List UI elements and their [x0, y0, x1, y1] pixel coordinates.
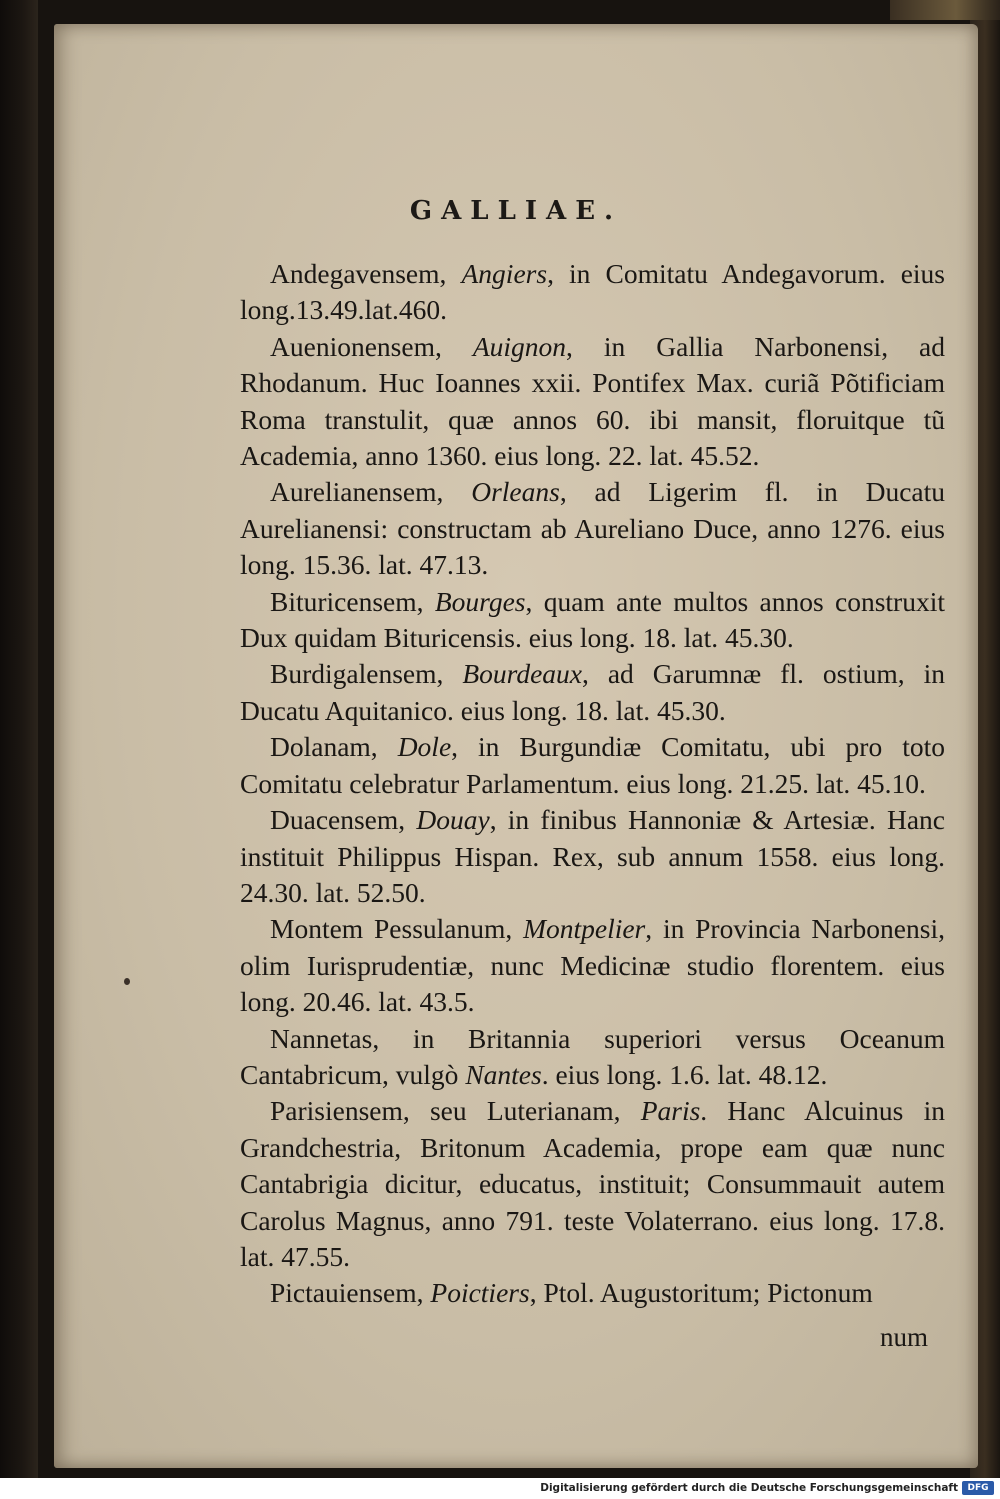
catchword: num — [880, 1322, 929, 1352]
paragraph — [240, 1021, 945, 1094]
text-run: , in Comitatu Andegavorum. eius long.13.49.lat.460. — [240, 258, 946, 326]
place-name-italic: Angiers — [461, 258, 548, 289]
paragraph — [240, 1093, 945, 1275]
text-run: Duacensem, — [270, 804, 417, 836]
place-name-italic: Orleans — [471, 476, 560, 508]
paragraph — [240, 584, 945, 657]
text-run: . eius long. 1.6. lat. 48.12. — [541, 1058, 828, 1090]
text-run: , ad Ligerim fl. in Ducatu Aurelianensi: constructam ab Aureliano Duce, anno 1276. eius long. 15.36. lat. 47.13. — [240, 476, 946, 581]
text-run: Aurelianensem, — [270, 476, 472, 508]
text-run: , ad Garumnæ fl. ostium, in Ducatu Aquitanico. eius long. 18. lat. 45.30. — [240, 658, 945, 726]
paragraph — [240, 729, 945, 802]
place-name-italic: Auignon — [472, 330, 567, 362]
text-run: , in Burgundiæ Comitatu, ubi pro toto Comitatu celebratur Parlamentum. eius long. 21.25. lat. 45.10. — [240, 731, 945, 799]
footer-credit: Digitalisierung gefördert durch die Deutsche Forschungsgemeinschaft — [540, 1482, 958, 1494]
paragraph — [240, 329, 945, 475]
text-run: Nannetas, in Britannia superiori versus Oceanum Cantabricum, vulgò — [240, 1022, 945, 1090]
place-name-italic: Bourdeaux — [462, 658, 582, 690]
place-name-italic: Dole — [397, 731, 452, 763]
place-name-italic: Douay — [416, 804, 490, 836]
paragraph — [240, 474, 945, 583]
text-run: , quam ante multos annos construxit Dux quidam Bituricensis. eius long. 18. lat. 45.30. — [240, 585, 945, 654]
footer-bar — [0, 1478, 1000, 1499]
text-run: Montem Pessulanum, — [270, 913, 524, 945]
text-run: Pictauiensem, — [270, 1277, 431, 1309]
text-run: . Hanc Alcuinus in Grandchestria, Britonum Academia, prope eam quæ nunc Cantabrigia dicitur, educatus, instituit; Consummauit autem Carolus Magnus, anno 791. teste Volaterrano. eius long. 17.8. lat. 47.55. — [240, 1095, 945, 1272]
page-body — [240, 256, 945, 1312]
paragraph — [240, 256, 945, 329]
place-name-italic: Poictiers — [430, 1277, 530, 1309]
paragraph — [240, 656, 945, 729]
text-run: Parisiensem, seu Luterianam, — [270, 1095, 641, 1127]
running-head: GALLIAE. — [409, 196, 623, 226]
paragraph — [240, 1275, 945, 1311]
ink-speck — [124, 978, 130, 985]
text-run: Andegavensem, — [270, 258, 462, 289]
place-name-italic: Paris — [640, 1095, 701, 1127]
paragraph — [240, 802, 945, 911]
text-run: , in finibus Hannoniæ & Artesiæ. Hanc instituit Philippus Hispan. Rex, sub annum 1558. eius long. 24.30. lat. 52.50. — [240, 804, 945, 908]
text-run: Burdigalensem, — [270, 658, 463, 690]
book-spine — [0, 0, 38, 1478]
place-name-italic: Montpelier — [523, 913, 646, 945]
dfg-logo-icon: DFG — [962, 1481, 994, 1495]
text-run: , in Provincia Narbonensi, olim Iurisprudentiæ, nunc Medicinæ studio florentem. eius long. 20.46. lat. 43.5. — [240, 913, 945, 1018]
text-run: Dolanam, — [270, 731, 398, 763]
text-run: , in Gallia Narbonensi, ad Rhodanum. Huc Ioannes xxii. Pontifex Max. curiã Põtificiam Roma transtulit, quæ annos 60. ibi mansit, floruitque tũ Academia, anno 1360. eius long. 22. lat. 45.52. — [240, 330, 946, 472]
cover-edge — [890, 0, 1000, 20]
text-run: , Ptol. Augustoritum; Pictonum — [529, 1277, 873, 1309]
text-run: Auenionensem, — [270, 330, 473, 362]
text-run: Bituricensem, — [270, 585, 435, 617]
place-name-italic: Bourges — [434, 585, 526, 617]
place-name-italic: Nantes — [465, 1058, 542, 1090]
paragraph — [240, 911, 945, 1020]
